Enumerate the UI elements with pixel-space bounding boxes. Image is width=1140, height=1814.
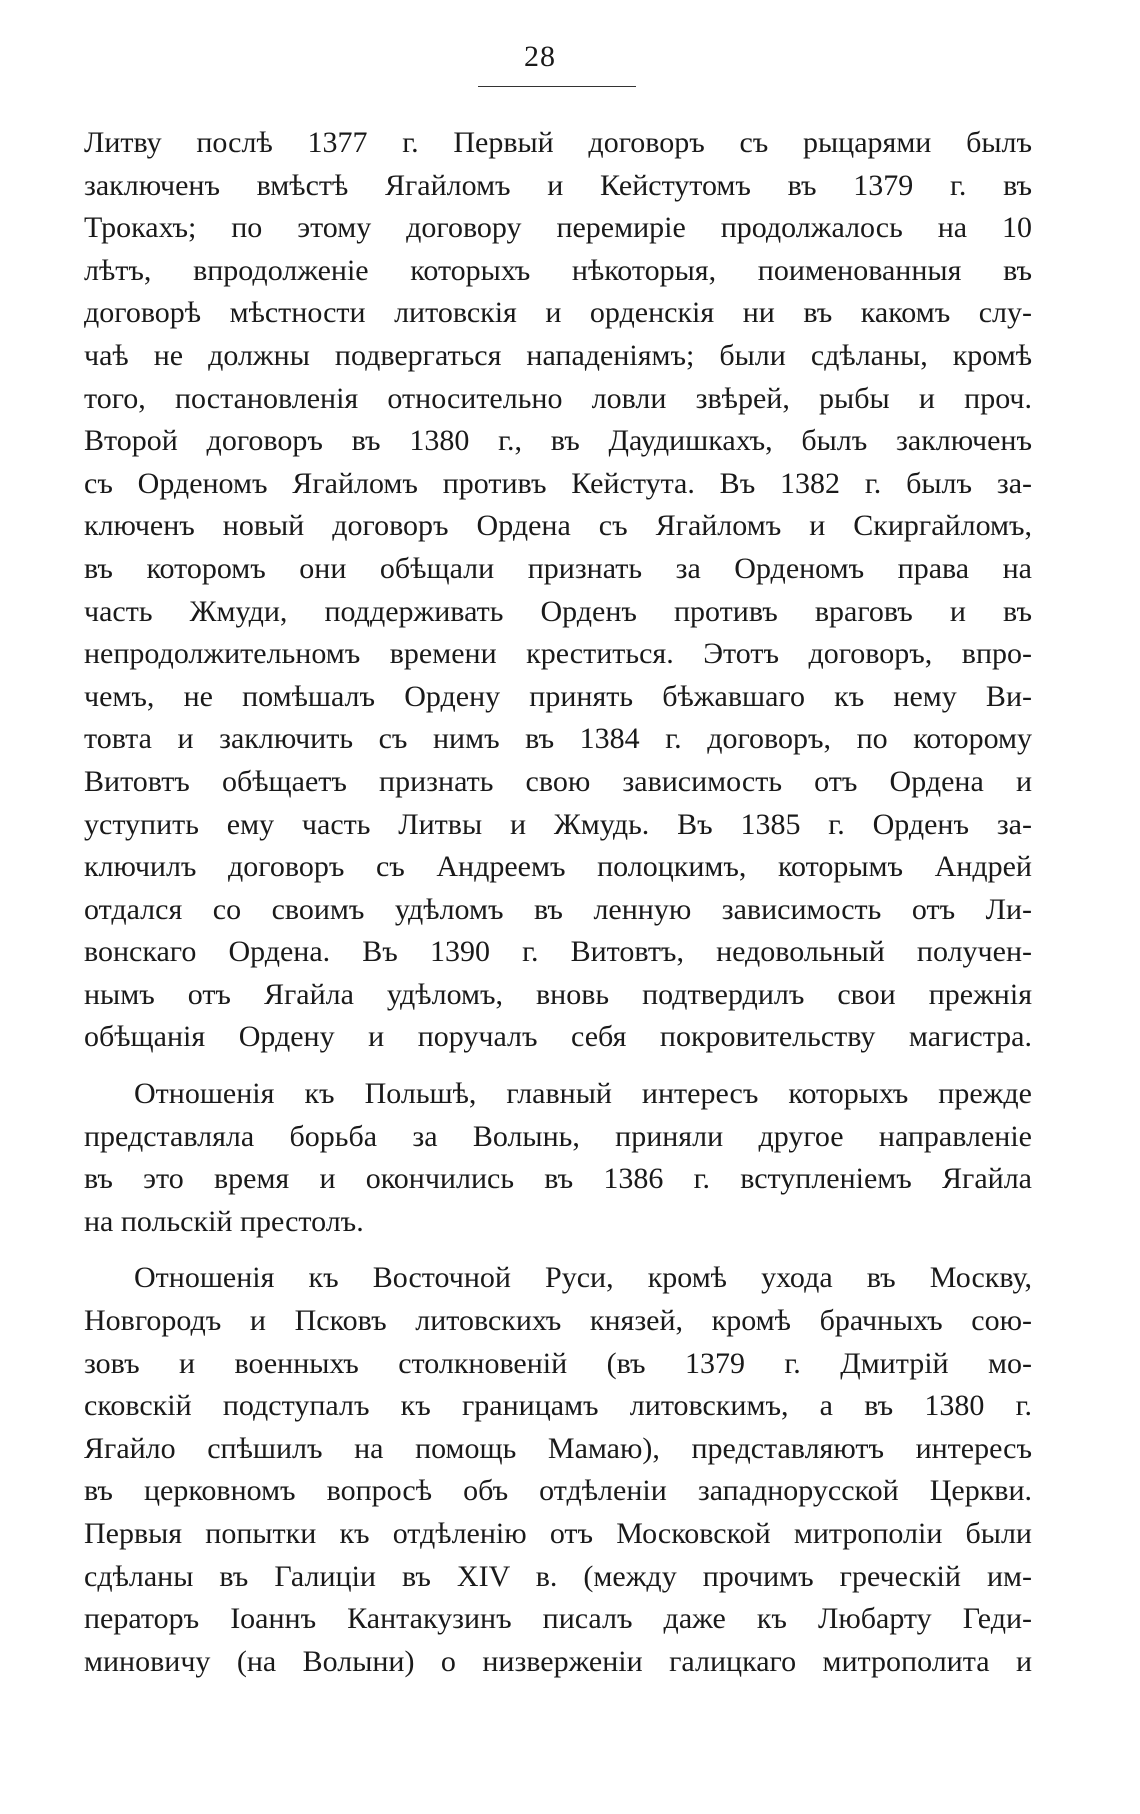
text-line: сдѣланы въ Галиціи въ XIV в. (между прочимъ греческій им- (84, 1559, 1032, 1593)
text-line: въ церковномъ вопросѣ объ отдѣленіи западнорусской Церкви. (84, 1474, 1032, 1508)
text-line: Витовтъ обѣщаетъ признать свою зависимость отъ Ордена и (84, 764, 1032, 798)
text-line: представляла борьба за Волынь, приняли другое направленіе (84, 1119, 1032, 1153)
text-line: вонскаго Ордена. Въ 1390 г. Витовтъ, недовольный получен- (84, 935, 1032, 969)
text-line: Отношенія къ Польшѣ, главный интересъ которыхъ прежде (134, 1077, 1032, 1111)
text-line: Трокахъ; по этому договору перемиріе продолжалось на 10 (84, 211, 1032, 245)
text-line: сковскій подступалъ къ границамъ литовскимъ, а въ 1380 г. (84, 1389, 1032, 1423)
text-line: Новгородъ и Псковъ литовскихъ князей, кромѣ брачныхъ сою- (84, 1304, 1032, 1338)
text-line: уступить ему часть Литвы и Жмудь. Въ 1385 г. Орденъ за- (84, 807, 1032, 841)
text-line: миновичу (на Волыни) о низверженіи галицкаго митрополита и (84, 1644, 1032, 1678)
text-line: Первыя попытки къ отдѣленію отъ Московской митрополіи были (84, 1517, 1032, 1550)
text-line: непродолжительномъ времени креститься. Этотъ договоръ, впро- (84, 637, 1032, 671)
text-line: въ которомъ они обѣщали признать за Орденомъ права на (84, 551, 1032, 585)
text-line: на польскій престолъ. (84, 1204, 364, 1238)
text-line: отдался со своимъ удѣломъ въ ленную зависимость отъ Ли- (84, 892, 1032, 926)
text-line: въ это время и окончились въ 1386 г. вступленіемъ Ягайла (84, 1162, 1032, 1196)
body-text (84, 122, 1032, 1683)
paragraph-gap (84, 1243, 1032, 1257)
text-line: заключенъ вмѣстѣ Ягайломъ и Кейстутомъ въ 1379 г. въ (84, 168, 1032, 202)
text-line: часть Жмуди, поддерживать Орденъ противъ враговъ и въ (84, 594, 1032, 628)
text-line: нымъ отъ Ягайла удѣломъ, вновь подтвердилъ свои прежнія (84, 977, 1032, 1011)
text-line: Литву послѣ 1377 г. Первый договоръ съ рыцарями былъ (84, 126, 1032, 159)
text-line: ключилъ договоръ съ Андреемъ полоцкимъ, которымъ Андрей (84, 850, 1032, 884)
text-line: Ягайло спѣшилъ на помощь Мамаю), представляютъ интересъ (84, 1431, 1032, 1465)
paragraph-1 (84, 122, 1032, 1059)
text-line: чаѣ не должны подвергаться нападеніямъ; были сдѣланы, кромѣ (84, 338, 1032, 372)
text-line: Второй договоръ въ 1380 г., въ Даудишкахъ, былъ заключенъ (84, 424, 1032, 458)
paragraph-2 (84, 1073, 1032, 1243)
text-line: лѣтъ, впродолженіе которыхъ нѣкоторыя, поименованныя въ (84, 253, 1032, 287)
text-line: зовъ и военныхъ столкновеній (въ 1379 г. Дмитрій мо- (84, 1346, 1032, 1380)
paragraph-3 (84, 1257, 1032, 1683)
header-rule (478, 86, 636, 87)
page-number: 28 (524, 40, 556, 73)
paragraph-gap (84, 1059, 1032, 1073)
text-line: ператоръ Іоаннъ Кантакузинъ писалъ даже къ Любарту Геди- (84, 1602, 1032, 1636)
text-line: обѣщанія Ордену и поручалъ себя покровительству магистра. (84, 1020, 1032, 1054)
text-line: съ Орденомъ Ягайломъ противъ Кейстута. Въ 1382 г. былъ за- (84, 466, 1032, 500)
text-line: чемъ, не помѣшалъ Ордену принять бѣжавшаго къ нему Ви- (84, 679, 1032, 713)
text-line: договорѣ мѣстности литовскія и орденскія ни въ какомъ слу- (84, 296, 1032, 330)
text-line: ключенъ новый договоръ Ордена съ Ягайломъ и Скиргайломъ, (84, 509, 1032, 543)
text-line: Отношенія къ Восточной Руси, кромѣ ухода въ Москву, (134, 1261, 1032, 1295)
text-line: того, постановленія относительно ловли звѣрей, рыбы и проч. (84, 381, 1032, 415)
text-line: товта и заключить съ нимъ въ 1384 г. договоръ, по которому (84, 722, 1032, 756)
